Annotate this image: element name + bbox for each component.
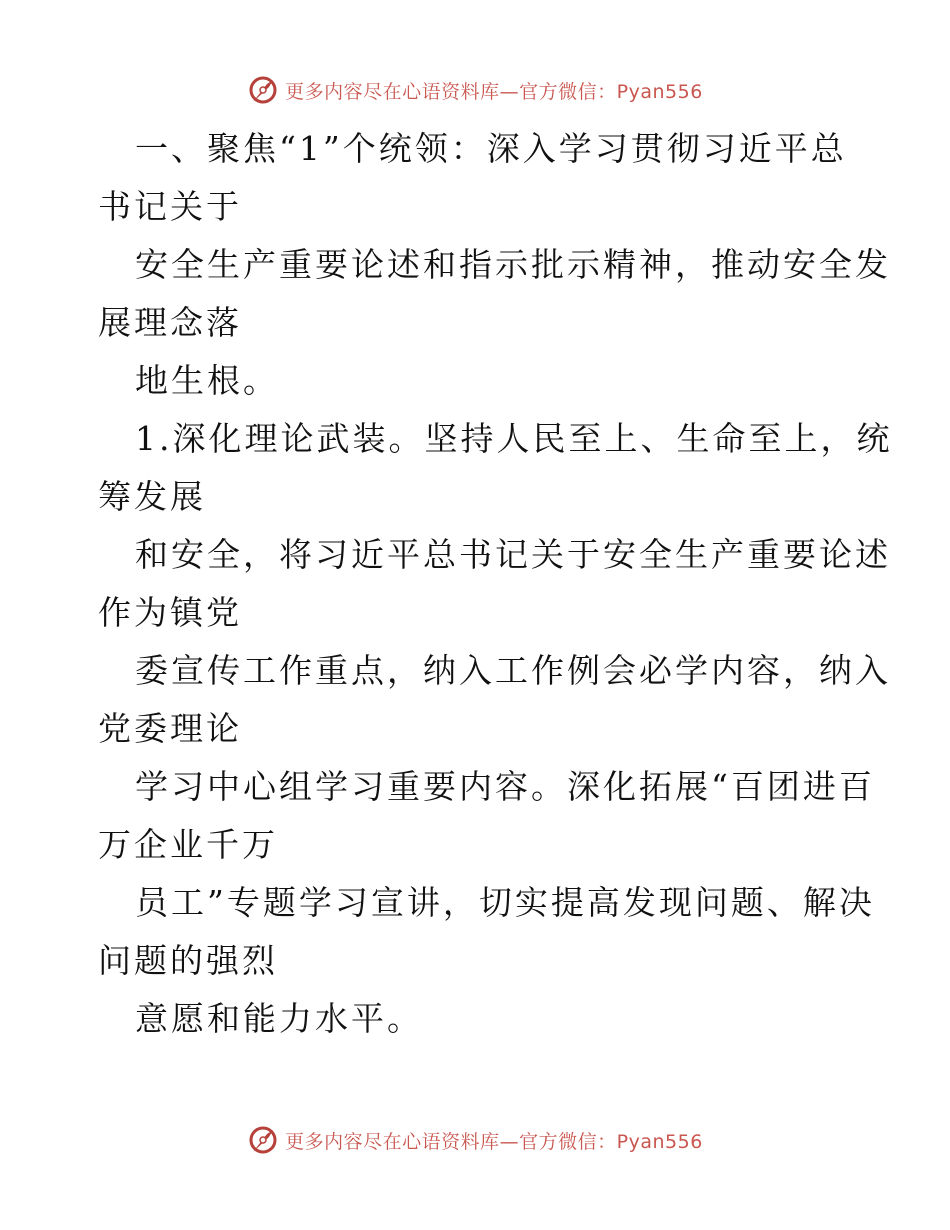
text-line: 安全生产重要论述和指示批示精神，推动安全发 (135, 245, 891, 284)
paragraph (98, 990, 850, 1048)
text-line: 展理念落 (98, 303, 242, 342)
header-watermark (0, 72, 950, 108)
text-line: 员工”专题学习宣讲，切实提高发现问题、解决 (135, 883, 875, 922)
footer-watermark (0, 1122, 950, 1158)
text-line: 筹发展 (98, 477, 206, 516)
watermark-text: 更多内容尽在心语资料库—官方微信：Pyan556 (285, 80, 703, 103)
paragraph (98, 410, 893, 526)
text-line: 和安全，将习近平总书记关于安全生产重要论述 (135, 535, 891, 574)
text-line: 学习中心组学习重要内容。深化拓展“百团进百 (135, 767, 875, 806)
paragraph (98, 120, 850, 236)
text-line: 意愿和能力水平。 (135, 999, 423, 1038)
text-line: 书记关于 (98, 187, 242, 226)
text-line: 一、聚焦“1”个统领：深入学习贯彻习近平总 (135, 129, 847, 168)
quill-circle-logo-icon (247, 74, 279, 106)
paragraph (98, 526, 891, 642)
text-line: 作为镇党 (98, 593, 242, 632)
text-line: 问题的强烈 (98, 941, 278, 980)
text-line: 1.深化理论武装。坚持人民至上、生命至上，统 (135, 419, 893, 458)
text-line: 地生根。 (135, 361, 279, 400)
watermark-text: 更多内容尽在心语资料库—官方微信：Pyan556 (285, 1130, 703, 1153)
document-body (98, 120, 893, 1048)
paragraph (98, 236, 891, 352)
text-line: 委宣传工作重点，纳入工作例会必学内容，纳入 (135, 651, 891, 690)
text-line: 党委理论 (98, 709, 242, 748)
paragraph (98, 758, 875, 874)
paragraph (98, 642, 891, 758)
paragraph (98, 874, 875, 990)
paragraph (98, 352, 850, 410)
text-line: 万企业千万 (98, 825, 278, 864)
quill-circle-logo-icon (247, 1124, 279, 1156)
